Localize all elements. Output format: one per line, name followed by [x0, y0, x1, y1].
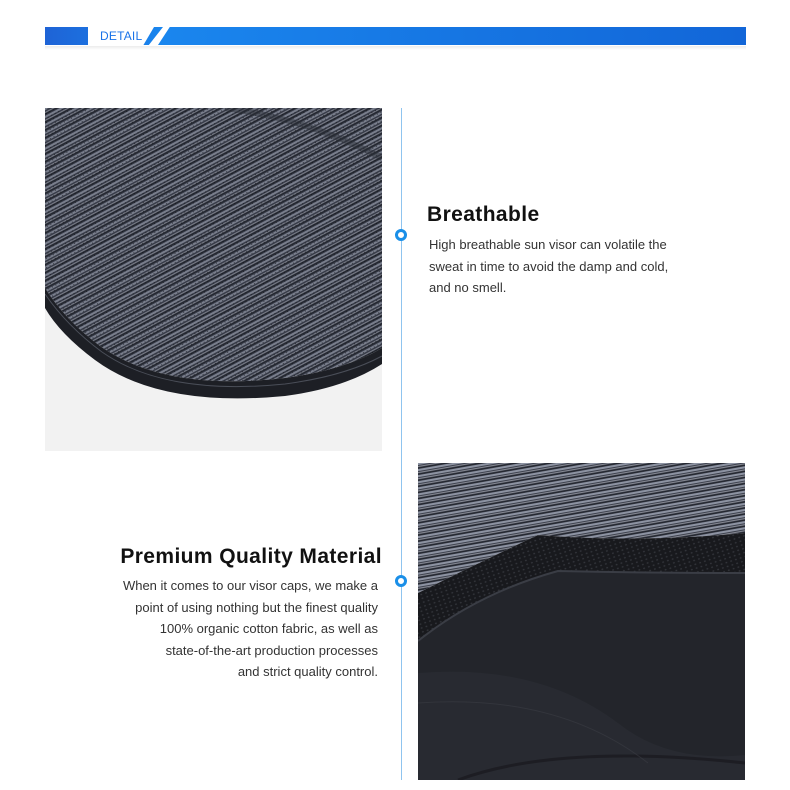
text-line: state-of-the-art production processes — [165, 642, 378, 658]
section-text-breathable — [429, 234, 729, 299]
center-divider — [401, 108, 402, 780]
header-shadow — [45, 46, 746, 50]
text-line: 100% organic cotton fabric, as well as — [159, 621, 378, 636]
header-banner-right — [158, 27, 746, 45]
text-line: sweat in time to avoid the damp and cold, — [429, 258, 669, 274]
timeline-dot — [395, 229, 407, 241]
visor-fabric-photo — [45, 108, 382, 451]
header-label: DETAIL — [100, 29, 143, 43]
timeline-dot — [395, 575, 407, 587]
text-line: and no smell. — [429, 280, 507, 295]
text-line: When it comes to our visor caps, we make a — [122, 578, 378, 593]
section-title-premium-quality: Premium Quality Material — [120, 545, 382, 568]
text-line: High breathable sun visor can volatile the — [429, 237, 667, 252]
text-line: point of using nothing but the finest quality — [135, 599, 378, 615]
visor-brim-photo — [418, 463, 745, 780]
text-line: and strict quality control. — [237, 664, 378, 679]
section-text-premium-quality — [60, 575, 378, 683]
section-title-breathable: Breathable — [427, 203, 540, 226]
